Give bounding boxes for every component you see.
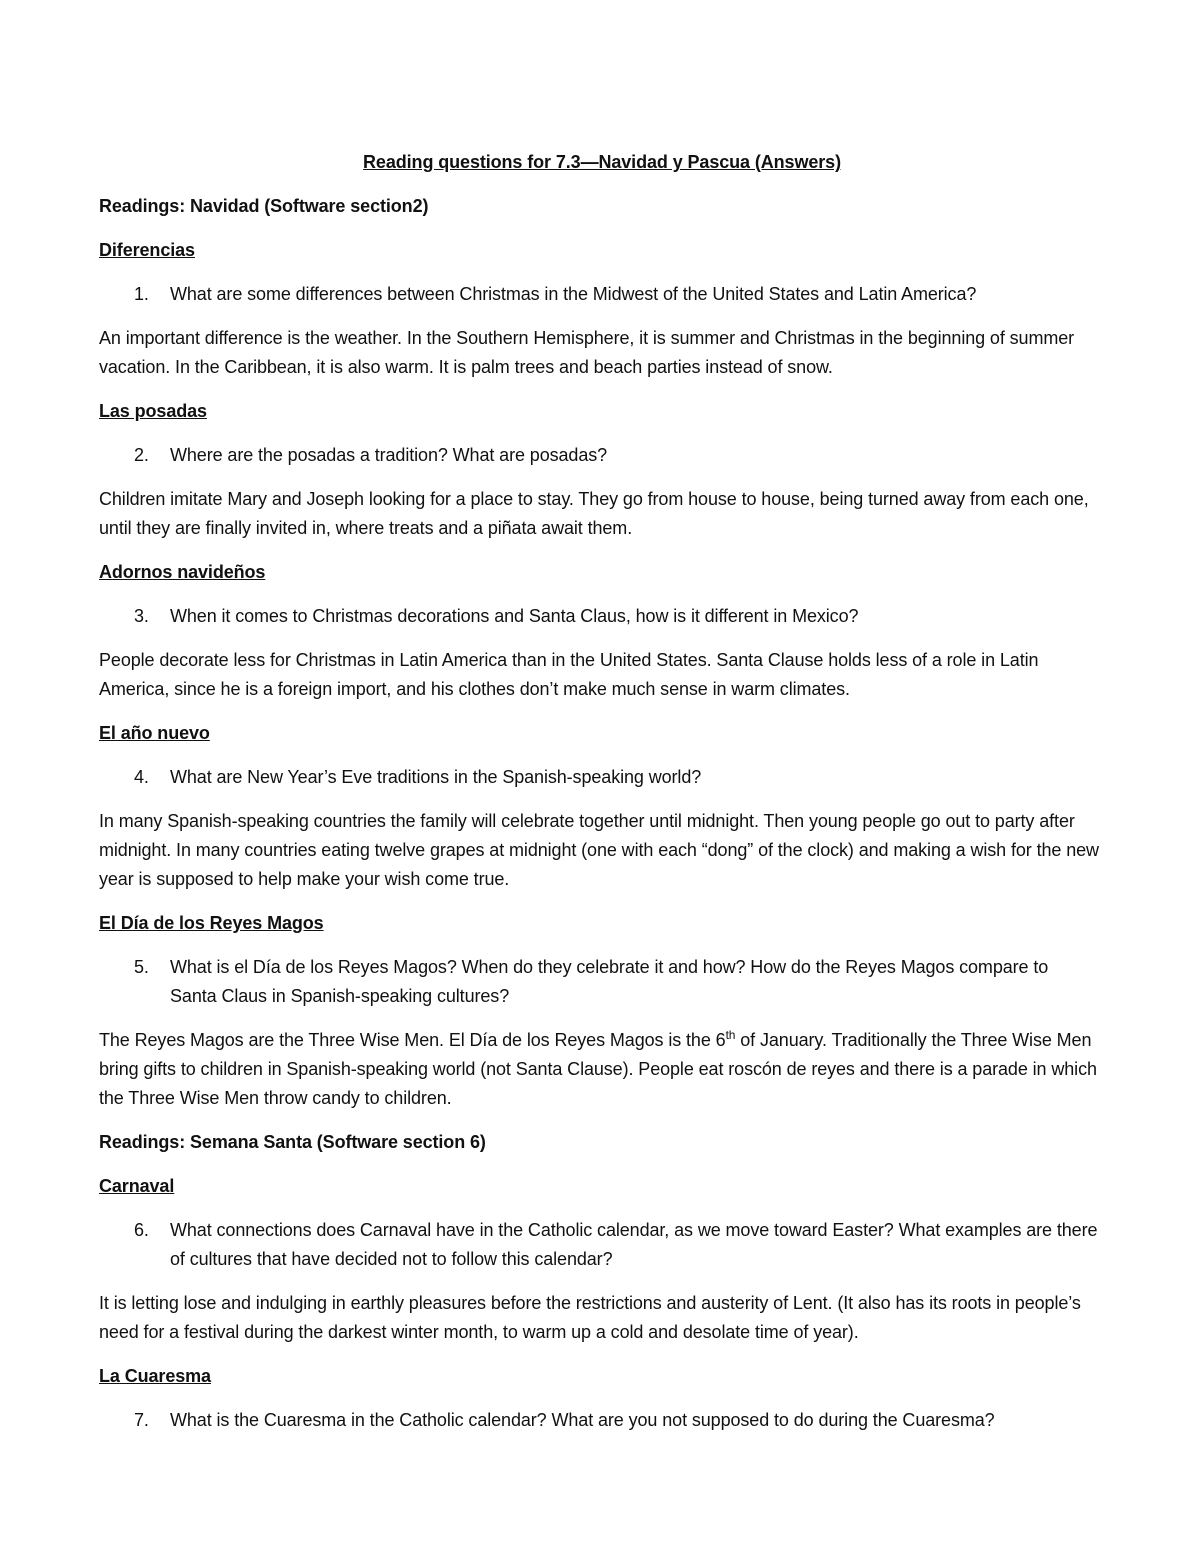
question-number: 6. bbox=[134, 1220, 149, 1240]
answer-6: It is letting lose and indulging in earthly pleasures before the restrictions and austerity of Lent. (It also has its roots in people’s need for a festival during the darkest winter month, to warm up a cold and desolate time of year). bbox=[99, 1293, 1081, 1342]
answer-text-part: of January. Traditionally the Three Wise Men bring gifts to children in Spanish-speaking world (not Santa Clause). People eat roscón de reyes and there is a parade in which the Three Wise Men throw candy to children. bbox=[99, 1030, 1097, 1108]
section-heading-carnaval: Carnaval bbox=[99, 1176, 175, 1196]
section-heading-el-ano-nuevo: El año nuevo bbox=[99, 723, 210, 743]
question-7 bbox=[99, 1406, 1109, 1435]
section-heading-reyes-magos: El Día de los Reyes Magos bbox=[99, 913, 324, 933]
question-1 bbox=[99, 280, 1109, 309]
question-number: 4. bbox=[134, 767, 149, 787]
question-text: What is the Cuaresma in the Catholic calendar? What are you not supposed to do during the Cuaresma? bbox=[170, 1410, 995, 1430]
question-text: What connections does Carnaval have in the Catholic calendar, as we move toward Easter? What examples are there of cultures that have decided not to follow this calendar? bbox=[170, 1220, 1098, 1269]
question-number: 5. bbox=[134, 957, 149, 977]
answer-5 bbox=[99, 1026, 1109, 1113]
readings-heading-navidad: Readings: Navidad (Software section2) bbox=[99, 196, 429, 216]
question-text: What are some differences between Christmas in the Midwest of the United States and Latin America? bbox=[170, 284, 977, 304]
document-page bbox=[99, 148, 1109, 1450]
readings-heading-semana-santa: Readings: Semana Santa (Software section 6) bbox=[99, 1132, 486, 1152]
question-5 bbox=[99, 953, 1109, 1011]
section-heading-la-cuaresma: La Cuaresma bbox=[99, 1366, 211, 1386]
question-number: 2. bbox=[134, 445, 149, 465]
answer-text-part: The Reyes Magos are the Three Wise Men. El Día de los Reyes Magos is the 6 bbox=[99, 1030, 726, 1050]
section-heading-diferencias: Diferencias bbox=[99, 240, 195, 260]
question-3 bbox=[99, 602, 1109, 631]
answer-1: An important difference is the weather. In the Southern Hemisphere, it is summer and Christmas in the beginning of summer vacation. In the Caribbean, it is also warm. It is palm trees and beach parties instead of snow. bbox=[99, 328, 1075, 377]
answer-4: In many Spanish-speaking countries the family will celebrate together until midnight. Then young people go out to party after midnight. In many countries eating twelve grapes at midnight (one with each “dong” of the clock) and making a wish for the new year is supposed to help make your wish come true. bbox=[99, 811, 1099, 889]
section-heading-adornos-navidenos: Adornos navideños bbox=[99, 562, 266, 582]
question-number: 3. bbox=[134, 606, 149, 626]
ordinal-suffix: th bbox=[725, 1028, 736, 1042]
page-title: Reading questions for 7.3—Navidad y Pascua (Answers) bbox=[363, 152, 841, 172]
answer-3: People decorate less for Christmas in Latin America than in the United States. Santa Clause holds less of a role in Latin America, since he is a foreign import, and his clothes don’t make much sense in warm climates. bbox=[99, 650, 1039, 699]
question-text: What are New Year’s Eve traditions in the Spanish-speaking world? bbox=[170, 767, 702, 787]
question-6 bbox=[99, 1216, 1109, 1274]
answer-2: Children imitate Mary and Joseph looking for a place to stay. They go from house to house, being turned away from each one, until they are finally invited in, where treats and a piñata await them. bbox=[99, 489, 1089, 538]
question-text: When it comes to Christmas decorations and Santa Claus, how is it different in Mexico? bbox=[170, 606, 859, 626]
section-heading-las-posadas: Las posadas bbox=[99, 401, 207, 421]
question-text: Where are the posadas a tradition? What are posadas? bbox=[170, 445, 608, 465]
question-text: What is el Día de los Reyes Magos? When do they celebrate it and how? How do the Reyes Magos compare to Santa Claus in Spanish-speaking cultures? bbox=[170, 957, 1049, 1006]
question-number: 1. bbox=[134, 284, 149, 304]
question-4 bbox=[99, 763, 1109, 792]
question-2 bbox=[99, 441, 1109, 470]
question-number: 7. bbox=[134, 1410, 149, 1430]
